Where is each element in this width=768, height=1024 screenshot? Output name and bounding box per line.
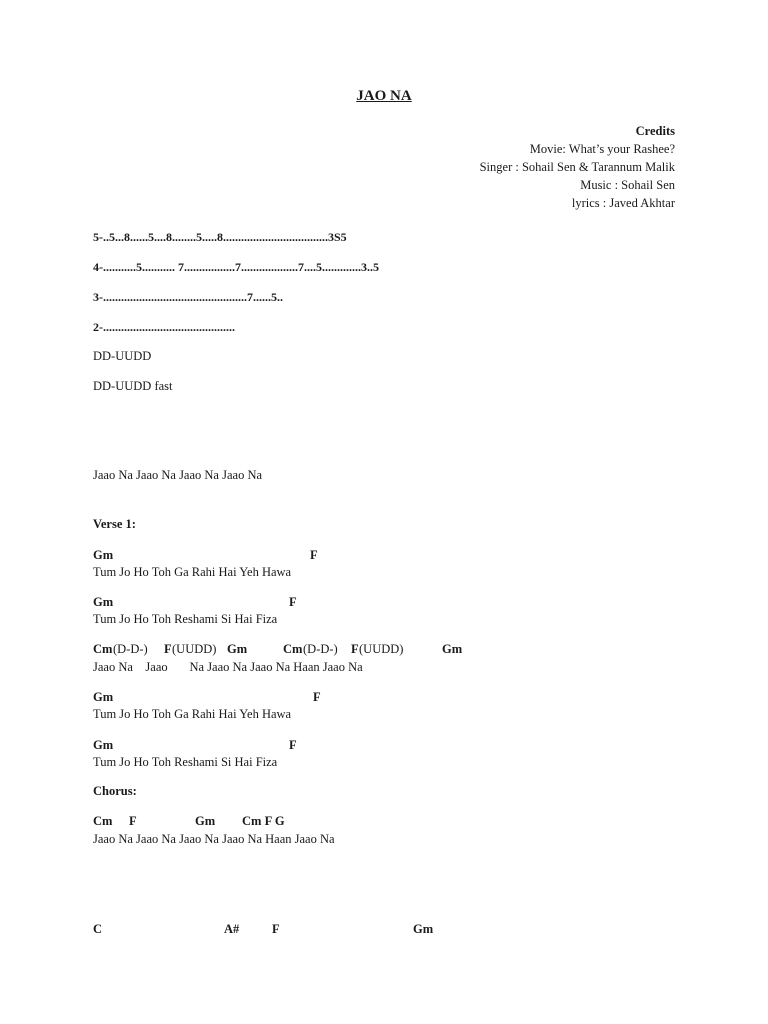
lyric-line: Jaao Na Jaao Na Jaao Na Jaao Na Haan Jaao Na: [93, 660, 363, 674]
chord: F: [289, 738, 297, 752]
lyric-line: Tum Jo Ho Toh Ga Rahi Hai Yeh Hawa: [93, 707, 292, 721]
chord-row: [93, 690, 693, 704]
chord: Gm: [93, 548, 114, 562]
tab-line-4: 4-...........5........... 7.................7...................7....5.............3..5: [93, 260, 379, 274]
song-title: JAO NA: [356, 88, 412, 104]
chord: Gm: [93, 738, 114, 752]
chord: Gm: [227, 642, 248, 656]
chord: A#: [224, 922, 240, 936]
chord: Cm: [93, 642, 113, 656]
chord: F: [164, 642, 172, 656]
chord: F: [310, 548, 318, 562]
chord-row: [93, 814, 693, 828]
chord: C: [93, 922, 103, 936]
lyric-line: Tum Jo Ho Toh Ga Rahi Hai Yeh Hawa: [93, 565, 292, 579]
tab-line-5: 5-..5...8......5....8........5.....8...................................3S5: [93, 230, 347, 244]
credits-movie: Movie: What’s your Rashee?: [529, 142, 675, 156]
chord-row: [93, 595, 693, 609]
lyric-line: Tum Jo Ho Toh Reshami Si Hai Fiza: [93, 612, 278, 626]
strum-note: (D-D-): [303, 642, 338, 656]
chord-row: [93, 738, 693, 752]
chord: Gm: [195, 814, 216, 828]
chord: F: [272, 922, 280, 936]
strumming-pattern-fast: DD-UUDD fast: [93, 379, 173, 393]
credits-heading: Credits: [635, 124, 675, 138]
intro-lyric-line: Jaao Na Jaao Na Jaao Na Jaao Na: [93, 468, 263, 482]
strum-note: (UUDD): [359, 642, 404, 656]
verse-label: Verse 1:: [93, 517, 136, 531]
chord: Cm: [283, 642, 303, 656]
chord-row: [93, 922, 693, 936]
chord: F: [289, 595, 297, 609]
chord: Gm: [93, 595, 114, 609]
chord-row: [93, 548, 693, 562]
chord: F: [351, 642, 359, 656]
chord: F: [313, 690, 321, 704]
chord: Cm F G: [242, 814, 285, 828]
strum-note: (UUDD): [172, 642, 217, 656]
chord-row: [93, 642, 693, 656]
chord: Gm: [413, 922, 434, 936]
strumming-pattern: DD-UUDD: [93, 349, 152, 363]
credits-block: [480, 122, 675, 212]
strum-note: (D-D-): [113, 642, 148, 656]
credits-lyrics: lyrics : Javed Akhtar: [571, 196, 675, 210]
tab-line-2: 2-............................................: [93, 320, 235, 334]
chord: F: [129, 814, 137, 828]
chord: Gm: [93, 690, 114, 704]
chord: Cm: [93, 814, 113, 828]
credits-singer: Singer : Sohail Sen & Tarannum Malik: [479, 160, 675, 174]
tab-line-3: 3-................................................7......5..: [93, 290, 283, 304]
chorus-label: Chorus:: [93, 784, 137, 798]
credits-music: Music : Sohail Sen: [580, 178, 675, 192]
chord: Gm: [442, 642, 463, 656]
lyric-line: Tum Jo Ho Toh Reshami Si Hai Fiza: [93, 755, 278, 769]
lyric-line: Jaao Na Jaao Na Jaao Na Jaao Na Haan Jaao Na: [93, 832, 335, 846]
